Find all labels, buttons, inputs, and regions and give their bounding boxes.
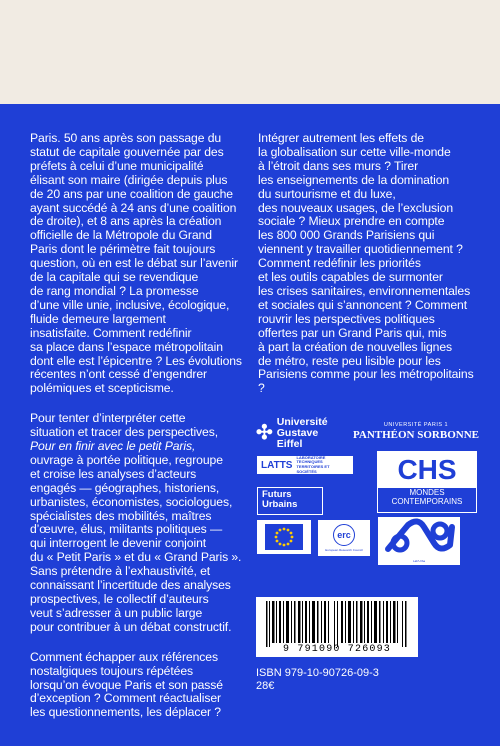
eu-flag-icon: [257, 520, 311, 554]
erc-caption: European Research Council: [325, 548, 363, 552]
left-paragraph-3: Comment échapper aux références nostalgiques toujours répétées lorsqu’on évoque Paris et son passé d’exception ? Comment réactualiser les questionnements, les déplacer ?: [30, 649, 223, 720]
isbn-number: ISBN 979-10-90726-09-3: [256, 667, 379, 679]
sorbonne-logo: [352, 416, 480, 450]
eu-flag-logo: [257, 520, 311, 554]
chs-name: CHS: [378, 452, 476, 488]
eiffel-mark-icon: ✣: [256, 422, 273, 444]
sorbonne-main: PANTHÉON SORBONNE: [352, 429, 479, 441]
lab-urba-mark-icon: [378, 517, 460, 557]
lab-urba-caption: Lab'Urba: [412, 559, 426, 563]
chs-line-1: MONDES: [409, 488, 445, 497]
erc-name: erc: [333, 524, 355, 546]
latts-logo: [257, 456, 353, 474]
left-paragraph-1: Paris. 50 ans après son passage du statut de capitale gouvernée par des préfets à celui d’une municipalité élisant son maire (dirigée depuis plus de 20 ans par une coalition de gauche ayant succédé à 24 ans d’une coalition de droite), et 8 ans après la création officielle de la Métropole du Grand Paris dont le périmètre fait toujours question, où en est le débat sur l’avenir de la capitale qui se revendique de rang mondial ? La promesse d’une ville unie, inclusive, écologique, fluide demeure largement insatisfaite. Comment redéfinir sa place dans l’espace métropolitain dont elle est l’épicentre ? Les évolutions récentes n’ont cessé d’engendrer polémiques et scepticisme.: [30, 131, 242, 396]
sorbonne-pre: UNIVERSITÉ PARIS 1: [383, 422, 449, 428]
erc-logo: [318, 520, 370, 556]
isbn-block: [256, 667, 379, 693]
price: 28€: [256, 680, 275, 692]
barcode-bars-icon: [256, 601, 418, 647]
paragraph-2-start: Pour tenter d’interpréter cette situation et tracer des perspectives,: [30, 411, 219, 440]
top-band: [0, 0, 500, 104]
book-title: Pour en finir avec le petit Paris,: [30, 439, 196, 454]
paragraph-2-rest: ouvrage à portée politique, regroupe et croise les analyses d’acteurs engagés — géographes, historiens, urbanistes, économistes, sociologues, spécialistes des mobilités, maîtres d’œuvre, élus, militants politiques — qui interrogent le devenir conjoint du « Petit Paris » et du « Grand Paris ». Sans prétendre à l’exhaustivité, et connaissant l’incertitude des analyses prospectives, le collectif d’auteurs veut s’adresser à un public large pour contribuer à un débat constructif.: [30, 452, 242, 634]
univ-eiffel-logo: [256, 417, 346, 449]
right-paragraph-1: Intégrer autrement les effets de la globalisation sur cette ville-monde à l’étroit dans ses murs ? Tirer les enseignements de la domination du surtourisme et du luxe, des nouveaux usages, de l’exclusion sociale ? Mieux prendre en compte les 800 000 Grands Parisiens qui viennent y travailler quotidiennement ? Comment redéfinir les priorités et les outils capables de surmonter les crises sanitaires, environnementales et sociales qui s’annoncent ? Comment rouvrir les perspectives politiques offertes par un Grand Paris qui, mis à part la création de nouvelles lignes de métro, reste peu lisible pour les Parisiens comme pour les métropolitains ?: [258, 131, 474, 396]
left-column: [30, 132, 248, 720]
left-paragraph-2: [30, 412, 248, 635]
lab-urba-logo: [378, 517, 460, 565]
chs-logo: [377, 451, 477, 513]
univ-eiffel-name: Université Gustave Eiffel: [276, 415, 328, 450]
barcode: [256, 597, 418, 657]
barcode-digits: 9 791090 726093: [282, 644, 391, 655]
latts-name: LATTS: [261, 459, 293, 471]
latts-subtitle: LABORATOIRE TECHNIQUES TERRITOIRES ET SOCIÉTÉS: [296, 454, 330, 474]
chs-line-2: CONTEMPORAINS: [391, 497, 463, 506]
right-column: [258, 132, 480, 396]
futurs-urbains-logo: Futurs Urbains: [257, 487, 323, 515]
